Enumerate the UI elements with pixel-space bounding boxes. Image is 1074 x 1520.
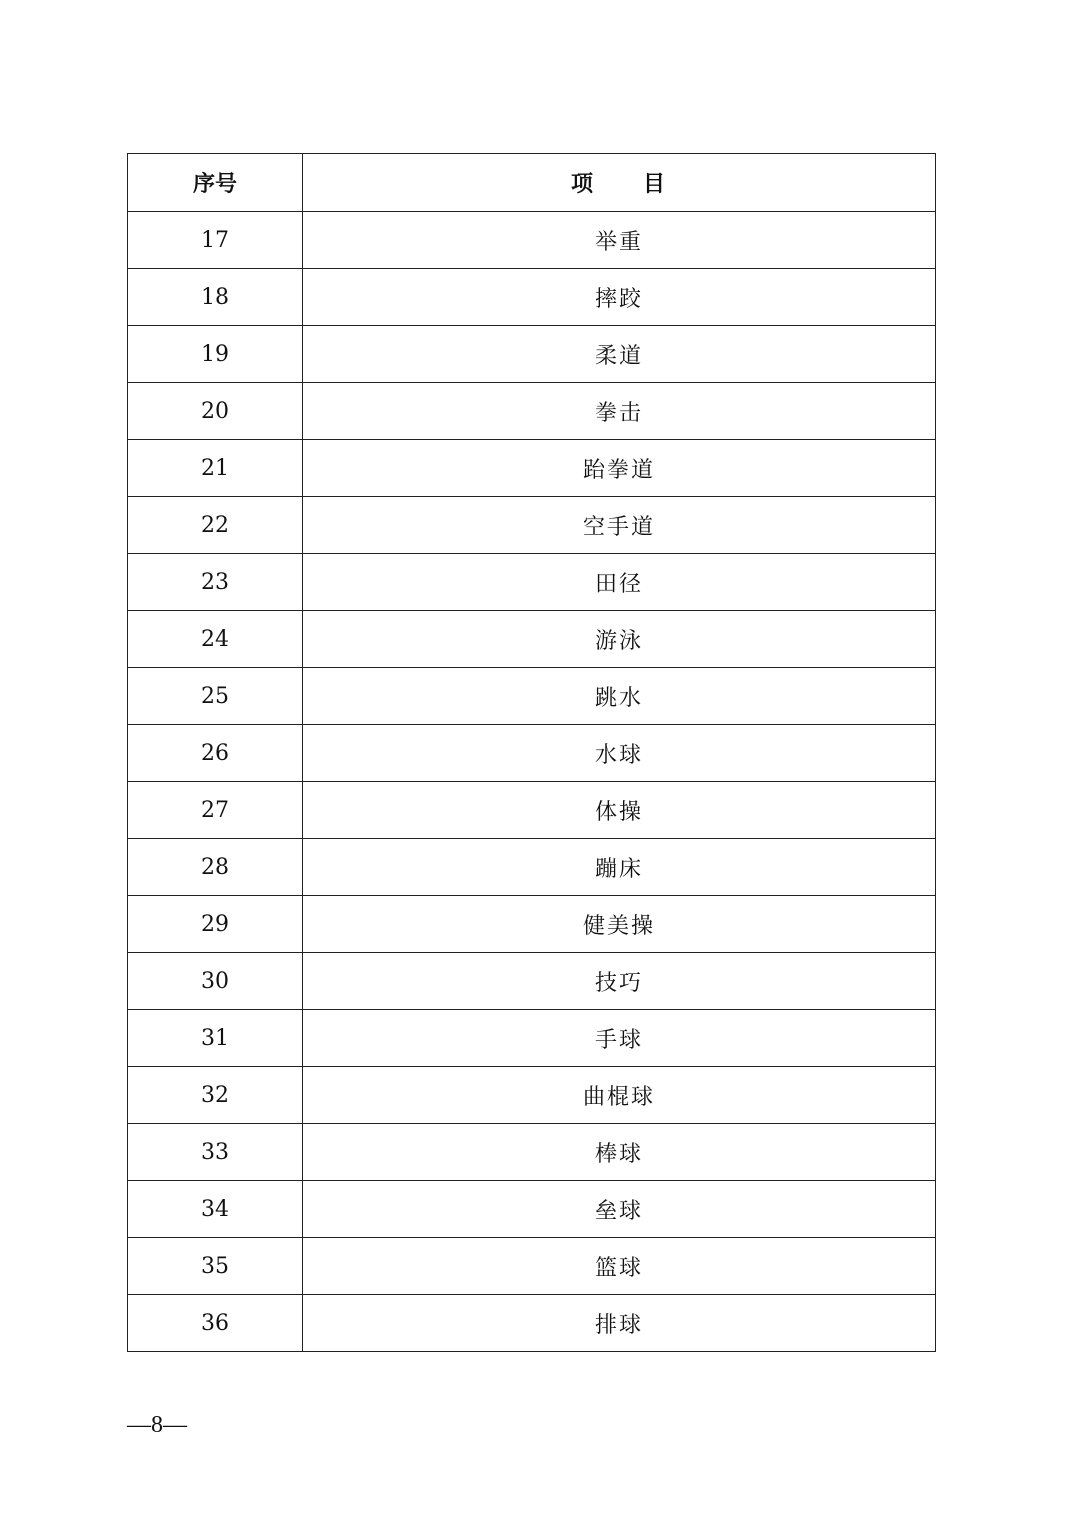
row-number: 26: [128, 725, 303, 782]
row-item: 蹦床: [303, 839, 936, 896]
table-row: [128, 668, 936, 725]
row-number: 19: [128, 326, 303, 383]
row-item: 游泳: [303, 611, 936, 668]
row-number: 32: [128, 1067, 303, 1124]
table-row: [128, 1238, 936, 1295]
row-number: 23: [128, 554, 303, 611]
row-number: 35: [128, 1238, 303, 1295]
row-number: 34: [128, 1181, 303, 1238]
table-row: [128, 725, 936, 782]
row-item: 摔跤: [303, 269, 936, 326]
table-row: [128, 1181, 936, 1238]
table-row: [128, 212, 936, 269]
row-item: 田径: [303, 554, 936, 611]
table-row: [128, 782, 936, 839]
row-item: 篮球: [303, 1238, 936, 1295]
header-item: 项 目: [303, 154, 936, 212]
row-number: 36: [128, 1295, 303, 1352]
table-row: [128, 1295, 936, 1352]
table-row: [128, 953, 936, 1010]
row-number: 30: [128, 953, 303, 1010]
table-row: [128, 839, 936, 896]
row-item: 棒球: [303, 1124, 936, 1181]
row-item: 曲棍球: [303, 1067, 936, 1124]
table-row: [128, 440, 936, 497]
table-row: [128, 611, 936, 668]
row-item: 健美操: [303, 896, 936, 953]
sports-items-table: [127, 153, 936, 1352]
row-number: 29: [128, 896, 303, 953]
row-number: 22: [128, 497, 303, 554]
table-row: [128, 554, 936, 611]
header-serial-number: 序号: [128, 154, 303, 212]
row-item: 跳水: [303, 668, 936, 725]
table-row: [128, 326, 936, 383]
row-number: 27: [128, 782, 303, 839]
row-item: 技巧: [303, 953, 936, 1010]
table-row: [128, 1124, 936, 1181]
row-number: 18: [128, 269, 303, 326]
row-number: 25: [128, 668, 303, 725]
table-row: [128, 1010, 936, 1067]
table-row: [128, 383, 936, 440]
table-row: [128, 896, 936, 953]
row-item: 垒球: [303, 1181, 936, 1238]
row-number: 17: [128, 212, 303, 269]
page-number: —8—: [127, 1412, 187, 1438]
row-item: 拳击: [303, 383, 936, 440]
table-row: [128, 497, 936, 554]
row-number: 31: [128, 1010, 303, 1067]
row-item: 手球: [303, 1010, 936, 1067]
table-row: [128, 269, 936, 326]
table-header-row: [128, 154, 936, 212]
row-item: 跆拳道: [303, 440, 936, 497]
row-number: 33: [128, 1124, 303, 1181]
row-item: 举重: [303, 212, 936, 269]
row-item: 空手道: [303, 497, 936, 554]
row-item: 排球: [303, 1295, 936, 1352]
row-item: 体操: [303, 782, 936, 839]
row-item: 柔道: [303, 326, 936, 383]
table-row: [128, 1067, 936, 1124]
row-number: 28: [128, 839, 303, 896]
row-item: 水球: [303, 725, 936, 782]
row-number: 20: [128, 383, 303, 440]
row-number: 24: [128, 611, 303, 668]
row-number: 21: [128, 440, 303, 497]
